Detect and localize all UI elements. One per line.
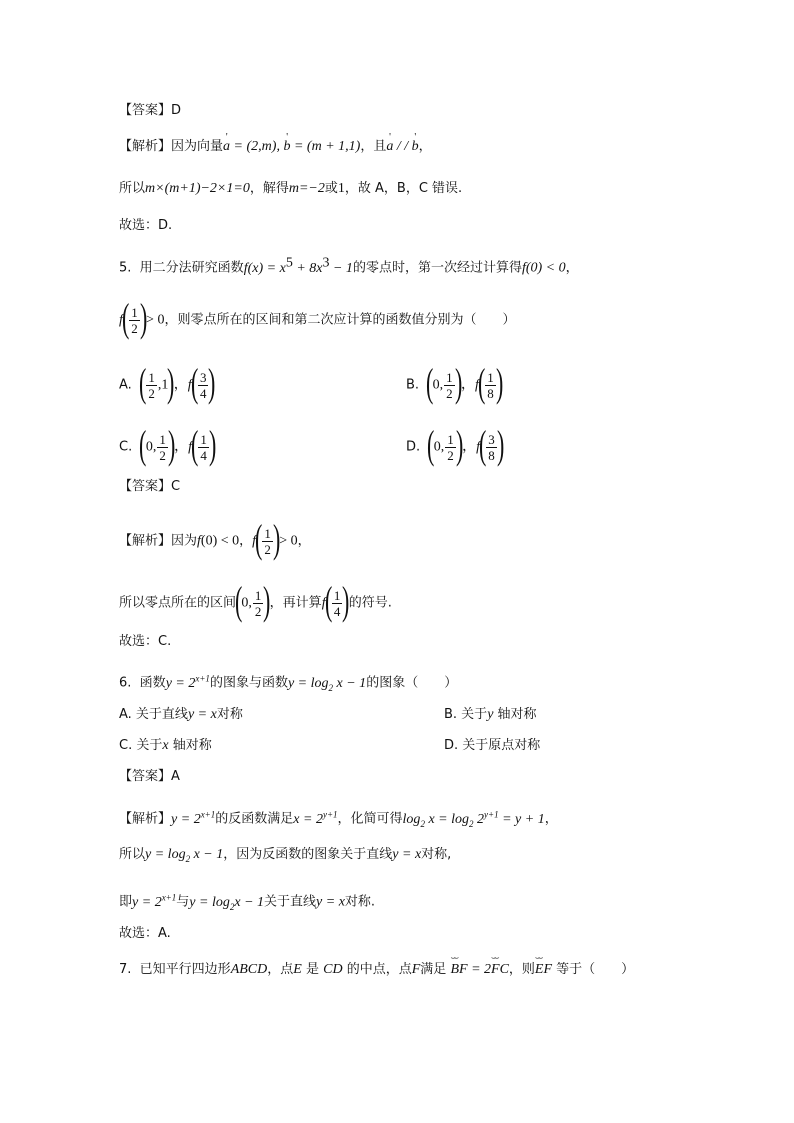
q5-option-c[interactable]: C. (0, $\frac{1}{2}$ )，f( $\frac{1}{4}$ ) — [119, 422, 217, 467]
q5-answer — [119, 477, 180, 497]
text: ，故 A，B，C 错误. — [344, 181, 463, 196]
fraction: $\frac{1}{2}$ — [131, 304, 138, 336]
text: B. — [406, 377, 420, 393]
text: ，再计算 — [269, 595, 322, 611]
formula: f — [119, 312, 123, 328]
text: C. 关于 — [119, 738, 163, 753]
q4-choose — [119, 216, 172, 236]
text: 的反函数满足 — [215, 811, 294, 827]
q6-option-b[interactable]: B. 关于y 轴对称 — [444, 707, 537, 722]
text: ，且 — [360, 139, 387, 154]
text: ，解得 — [249, 181, 289, 196]
q6-answer — [119, 767, 180, 787]
text: ，则零点所在的区间和第二次应计算的函数值分别为（ ） — [164, 312, 516, 328]
text: C. — [119, 439, 133, 455]
q4-analysis-line2 — [119, 179, 462, 199]
text: 对称 — [216, 707, 243, 722]
q6-option-d[interactable] — [444, 736, 540, 756]
answer-value: D — [171, 103, 182, 118]
text: 【解析】 — [119, 533, 172, 549]
formula: m=−2 — [288, 181, 325, 196]
text: 的图象（ ） — [366, 675, 458, 691]
q5-option-b[interactable]: B. (0, $\frac{1}{2}$ )，f( $\frac{1}{8}$ ) — [406, 360, 504, 405]
text: 因为 — [171, 533, 198, 549]
text: 故选： — [119, 926, 159, 941]
q6-choose — [119, 924, 171, 944]
q6-stem: 6. 函数$y = 2^{x+1}$的图象与函数$y = \log_2 x - 1$的图象（ ） — [119, 673, 458, 693]
q5-option-d[interactable]: D. (0, $\frac{1}{2}$ )，f( $\frac{3}{8}$ ) — [406, 422, 505, 467]
paren: ) — [139, 295, 148, 340]
formula: ' a = (2,m), ' b = (m + 1,1) — [223, 139, 360, 154]
q4-analysis-line1 — [119, 137, 432, 157]
text: D. — [158, 218, 173, 233]
text: 的零点时，第一次经过计算得 — [352, 260, 522, 276]
q5-analysis-line1: 【解析】因为f(0) < 0，f( $\frac{1}{2}$ )> 0， — [119, 516, 311, 561]
text: 满足 — [420, 962, 447, 977]
formula: f(0) < 0 — [521, 260, 566, 276]
text: ，化简可得 — [337, 811, 403, 827]
paren: ( — [121, 295, 130, 340]
text: 与 — [176, 894, 190, 910]
formula: $f(x) = x^5 + 8x^3 - 1$ — [243, 255, 353, 276]
text: A. — [119, 377, 132, 393]
formula: ' a / / ' b — [386, 139, 418, 154]
text: 6. — [119, 675, 132, 691]
text: 所以 — [119, 181, 146, 196]
formula: 1 — [337, 181, 345, 196]
text: C — [171, 479, 181, 494]
text: 的图象与函数 — [209, 675, 288, 691]
text: 关于直线 — [264, 894, 317, 910]
text: ，因为反函数的图象关于直线 — [223, 847, 393, 862]
text: ， — [565, 260, 579, 276]
text: 或 — [324, 181, 338, 196]
text: 的中点，点 — [346, 962, 412, 977]
q5-choose — [119, 632, 171, 652]
text: 是 — [305, 962, 319, 977]
q6-analysis-line2: 所以$y = \log_2 x - 1$，因为反函数的图象关于直线y = x对称, — [119, 847, 452, 864]
analysis-label: 【解析】 — [119, 139, 172, 154]
q4-answer — [119, 101, 181, 121]
text: 函数 — [139, 675, 166, 691]
text: ，则 — [508, 962, 535, 977]
q6-option-c[interactable]: C. 关于x 轴对称 — [119, 738, 212, 753]
text: 【答案】 — [119, 769, 172, 784]
q6-analysis-line3: 即$y = 2^{x+1}$与$y = \log_2x - 1$关于直线y = x对称. — [119, 892, 376, 912]
q5-stem-line1 — [119, 253, 579, 279]
text: 对称. — [344, 894, 376, 910]
formula: > 0 — [146, 312, 165, 328]
text: 【解析】 — [119, 811, 172, 827]
text: C. — [158, 634, 172, 649]
text: D. — [406, 439, 421, 455]
text: 【答案】 — [119, 479, 172, 494]
text: D. 关于原点对称 — [444, 738, 541, 753]
text: A. — [158, 926, 171, 941]
text: A — [171, 769, 180, 784]
q5-option-a[interactable]: A. ( $\frac{1}{2}$ ,1)，f( $\frac{3}{4}$ ) — [119, 360, 216, 405]
text: 轴对称 — [172, 738, 212, 753]
text: 7. — [119, 962, 132, 977]
text: 的符号. — [348, 595, 392, 611]
text: ， — [297, 533, 311, 549]
text: 已知平行四边形 — [139, 962, 231, 977]
text: B. 关于 — [444, 707, 488, 722]
q5-analysis-line2: 所以零点所在的区间(0, $\frac{1}{2}$ )，再计算f( $\frac{1}{4}$ )的符号. — [119, 578, 392, 623]
q5-stem-line2 — [119, 295, 516, 340]
formula: m×(m+1)−2×1=0 — [145, 181, 250, 196]
text: 用二分法研究函数 — [139, 260, 244, 276]
text: ， — [418, 139, 432, 154]
text: 故选： — [119, 634, 159, 649]
text: 因为向量 — [171, 139, 224, 154]
text: ， — [239, 533, 253, 549]
text: ， — [544, 811, 558, 827]
text: 对称, — [421, 847, 452, 862]
question-number: 5. — [119, 260, 132, 276]
text: 故选： — [119, 218, 159, 233]
text: A. 关于直线 — [119, 707, 188, 722]
answer-label: 【答案】 — [119, 103, 172, 118]
q6-analysis-line1: 【解析】$y = 2^{x+1}$的反函数满足$x = 2^{y+1}$，化简可得$\log_2 x = \log_2 2^{y+1} = y + 1$， — [119, 809, 558, 829]
q7-stem: 7. 已知平行四边形ABCD，点E 是 CD 的中点，点F满足 ⌣⌣ BF = 2⌣⌣ FC，则⌣⌣ EF 等于（ ） — [119, 960, 634, 980]
q6-option-a[interactable]: A. 关于直线y = x对称 — [119, 707, 243, 722]
text: ，点 — [267, 962, 294, 977]
text: 所以 — [119, 847, 146, 862]
text: 等于（ ） — [556, 962, 635, 977]
text: 即 — [119, 894, 133, 910]
text: 所以零点所在的区间 — [119, 595, 237, 611]
text: 轴对称 — [497, 707, 537, 722]
